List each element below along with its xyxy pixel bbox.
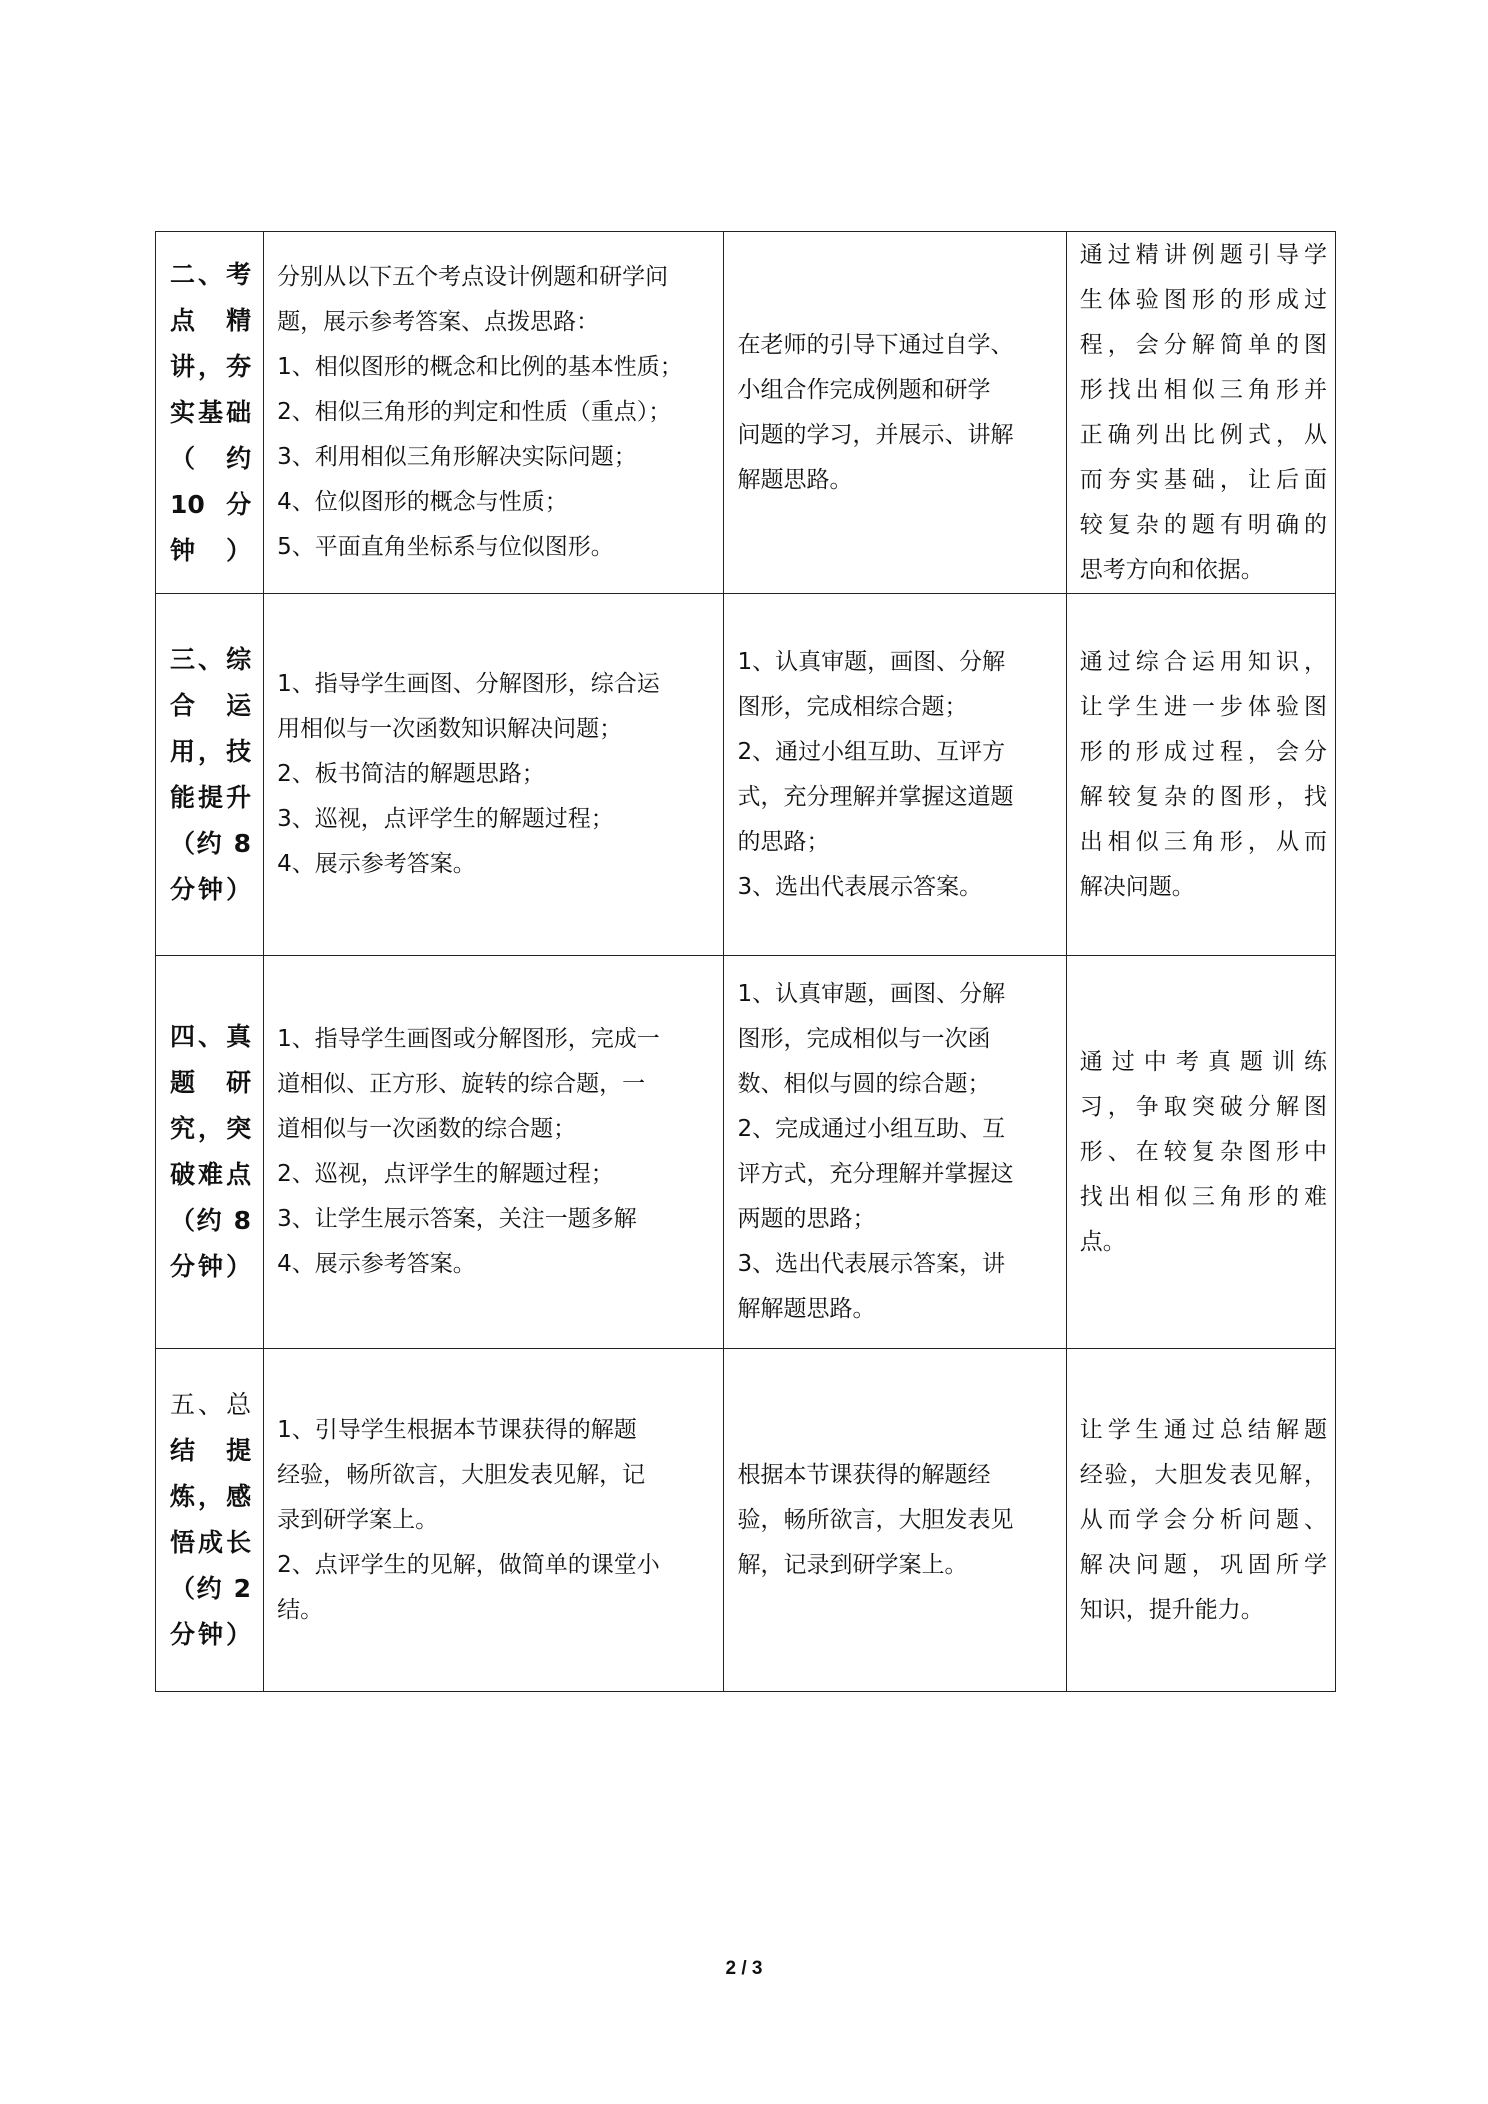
intent-text-line: 形的形成过程，会分 <box>1079 738 1327 765</box>
intent-text-line: 解决问题，巩固所学 <box>1079 1551 1327 1578</box>
student-text-line: 的思路； <box>737 828 830 855</box>
stage-cell <box>156 1349 264 1692</box>
teacher-text-line: 1、引导学生根据本节课获得的解题 <box>277 1416 637 1443</box>
student-text-line: 小组合作完成例题和研学 <box>737 376 991 403</box>
teacher-text-line: 1、相似图形的概念和比例的基本性质； <box>277 354 683 380</box>
student-text-line: 解解题思路。 <box>737 1296 876 1322</box>
student-text-line: 图形，完成相综合题； <box>737 693 968 720</box>
teacher-text-line: 3、让学生展示答案，关注一题多解 <box>277 1206 637 1232</box>
design-intent-cell <box>1066 594 1335 956</box>
student-text-line: 解，记录到研学案上。 <box>737 1551 968 1578</box>
intent-text-line: 点。 <box>1079 1228 1126 1255</box>
student-text-line: 评方式，充分理解并掌握这 <box>737 1161 1014 1187</box>
teacher-text-line: 1、指导学生画图、分解图形，综合运 <box>277 671 660 697</box>
intent-text-line: 通过中考真题训练 <box>1079 1048 1327 1075</box>
teacher-activity-cell <box>264 232 724 594</box>
student-text-line: 根据本节课获得的解题经 <box>737 1461 991 1488</box>
stage-label-line: 分钟） <box>170 1252 252 1281</box>
intent-text-line: 找出相似三角形的难 <box>1079 1183 1327 1210</box>
student-text-line: 两题的思路； <box>737 1206 876 1232</box>
teacher-text-line: 3、利用相似三角形解决实际问题； <box>277 444 637 470</box>
stage-label-line: 三、综 <box>170 644 252 674</box>
teacher-activity-cell <box>264 1349 724 1692</box>
table-row <box>156 956 1336 1349</box>
stage-label-line: 二、考 <box>170 259 252 289</box>
student-text-line: 2、通过小组互助、互评方 <box>737 738 1006 765</box>
student-text-line: 验，畅所欲言，大胆发表见 <box>737 1506 1014 1533</box>
intent-text-line: 正确列出比例式，从 <box>1079 421 1327 448</box>
stage-label-line: 点 精 <box>170 305 252 335</box>
teacher-text-line: 录到研学案上。 <box>277 1506 439 1533</box>
teacher-text-line: 2、板书简洁的解题思路； <box>277 761 545 787</box>
stage-label-line: （约 8 <box>170 828 252 858</box>
stage-label-line: （ 约 <box>170 443 252 473</box>
lesson-plan-table <box>155 231 1336 1692</box>
student-text-line: 数、相似与圆的综合题； <box>737 1071 991 1097</box>
student-text-line: 解题思路。 <box>737 466 853 493</box>
stage-label-line: 10 分 <box>170 489 252 519</box>
stage-label-line: 分钟） <box>170 1620 252 1649</box>
stage-label-line: 四、真 <box>170 1022 252 1051</box>
page-number: 2 / 3 <box>725 1958 763 1979</box>
stage-label-line: 实基础 <box>170 397 252 427</box>
teacher-text-line: 3、巡视，点评学生的解题过程； <box>277 806 614 832</box>
stage-cell <box>156 594 264 956</box>
student-text-line: 问题的学习，并展示、讲解 <box>737 421 1014 448</box>
student-activity-cell <box>724 956 1066 1349</box>
intent-text-line: 出相似三角形，从而 <box>1079 828 1327 855</box>
student-text-line: 3、选出代表展示答案。 <box>737 873 983 900</box>
student-text-line: 1、认真审题，画图、分解 <box>737 648 1006 675</box>
stage-label-line: （约 2 <box>170 1574 252 1603</box>
teacher-text-line: 4、展示参考答案。 <box>277 851 476 877</box>
student-text-line: 在老师的引导下通过自学、 <box>737 331 1014 358</box>
teacher-text-line: 2、点评学生的见解，做简单的课堂小 <box>277 1551 660 1578</box>
student-text-line: 式，充分理解并掌握这道题 <box>737 783 1014 810</box>
intent-text-line: 让学生通过总结解题 <box>1079 1416 1327 1443</box>
student-text-line: 3、选出代表展示答案，讲 <box>737 1251 1006 1277</box>
intent-text-line: 解较复杂的图形，找 <box>1079 783 1327 810</box>
intent-text-line: 形找出相似三角形并 <box>1079 376 1327 403</box>
teacher-text-line: 题，展示参考答案、点拨思路： <box>277 309 600 335</box>
stage-label-line: 钟） <box>170 535 252 565</box>
teacher-text-line: 2、巡视，点评学生的解题过程； <box>277 1161 614 1187</box>
teacher-activity-cell <box>264 594 724 956</box>
stage-label-line: 结 提 <box>170 1436 252 1465</box>
intent-text-line: 较复杂的题有明确的 <box>1079 511 1327 538</box>
intent-text-line: 解决问题。 <box>1079 873 1195 900</box>
stage-label-line: 题 研 <box>170 1068 252 1097</box>
teacher-text-line: 分别从以下五个考点设计例题和研学问 <box>277 264 669 290</box>
teacher-text-line: 用相似与一次函数知识解决问题； <box>277 716 623 742</box>
table-row <box>156 594 1336 956</box>
stage-label-line: 悟成长 <box>170 1528 252 1557</box>
lesson-plan-table-body <box>156 232 1336 1692</box>
table-row <box>156 1349 1336 1692</box>
stage-label-line: 五、总 <box>170 1390 252 1419</box>
teacher-text-line: 结。 <box>277 1596 324 1623</box>
intent-text-line: 通过综合运用知识， <box>1079 648 1327 675</box>
stage-label-line: 究，突 <box>170 1114 252 1143</box>
student-activity-cell <box>724 232 1066 594</box>
teacher-text-line: 4、位似图形的概念与性质； <box>277 489 568 515</box>
student-activity-cell <box>724 1349 1066 1692</box>
intent-text-line: 习，争取突破分解图 <box>1079 1093 1327 1120</box>
intent-text-line: 通过精讲例题引导学 <box>1079 241 1327 268</box>
stage-label-line: 炼，感 <box>170 1482 252 1511</box>
stage-label-line: 讲，夯 <box>170 351 252 381</box>
intent-text-line: 让学生进一步体验图 <box>1079 693 1327 720</box>
teacher-text-line: 1、指导学生画图或分解图形，完成一 <box>277 1026 660 1052</box>
stage-label-line: 破难点 <box>170 1160 252 1189</box>
stage-label-line: （约 8 <box>170 1206 252 1235</box>
design-intent-cell <box>1066 956 1335 1349</box>
intent-text-line: 形、在较复杂图形中 <box>1079 1138 1327 1165</box>
design-intent-cell <box>1066 1349 1335 1692</box>
teacher-activity-cell <box>264 956 724 1349</box>
design-intent-cell <box>1066 232 1335 594</box>
stage-cell <box>156 956 264 1349</box>
teacher-text-line: 4、展示参考答案。 <box>277 1251 476 1277</box>
student-text-line: 1、认真审题，画图、分解 <box>737 981 1006 1007</box>
intent-text-line: 程，会分解简单的图 <box>1079 331 1327 358</box>
teacher-text-line: 经验，畅所欲言，大胆发表见解，记 <box>277 1461 646 1488</box>
student-text-line: 2、完成通过小组互助、互 <box>737 1116 1006 1142</box>
intent-text-line: 从而学会分析问题、 <box>1079 1506 1327 1533</box>
table-row <box>156 232 1336 594</box>
teacher-text-line: 2、相似三角形的判定和性质（重点）； <box>277 399 672 425</box>
intent-text-line: 思考方向和依据。 <box>1079 556 1264 583</box>
teacher-text-line: 道相似、正方形、旋转的综合题，一 <box>277 1071 646 1097</box>
intent-text-line: 生体验图形的形成过 <box>1079 286 1327 313</box>
student-activity-cell <box>724 594 1066 956</box>
stage-label-line: 分钟） <box>170 874 252 904</box>
stage-label-line: 用，技 <box>170 736 252 766</box>
intent-text-line: 知识，提升能力。 <box>1079 1596 1264 1623</box>
stage-cell <box>156 232 264 594</box>
intent-text-line: 经验，大胆发表见解， <box>1079 1461 1327 1488</box>
student-text-line: 图形，完成相似与一次函 <box>737 1026 991 1052</box>
teacher-text-line: 5、平面直角坐标系与位似图形。 <box>277 534 614 560</box>
stage-label-line: 合 运 <box>170 690 252 720</box>
stage-label-line: 能提升 <box>170 782 252 812</box>
teacher-text-line: 道相似与一次函数的综合题； <box>277 1116 577 1142</box>
intent-text-line: 而夯实基础，让后面 <box>1079 466 1327 493</box>
